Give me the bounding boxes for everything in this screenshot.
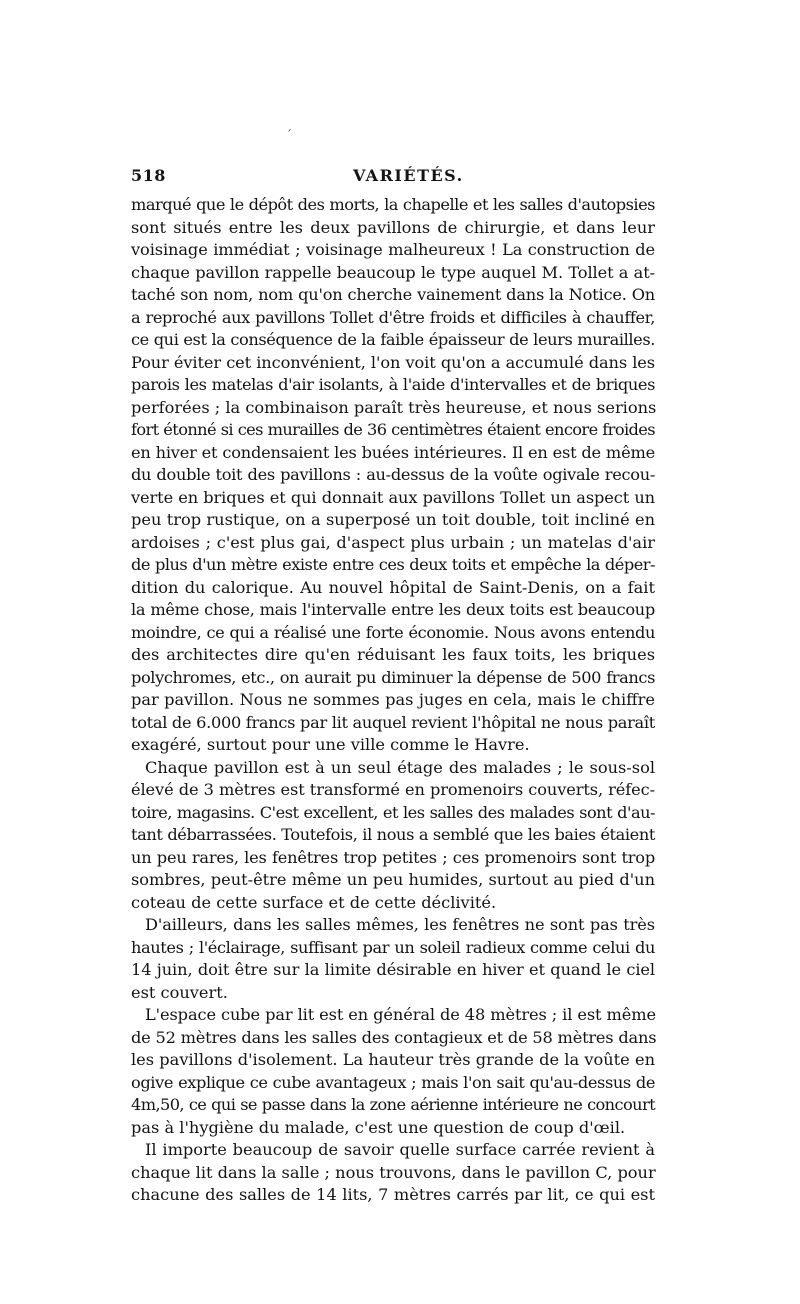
text-line: ce qui est la conséquence de la faible épaisseur de leurs murailles. bbox=[131, 330, 655, 349]
text-line: chacune des salles de 14 lits, 7 mètres carrés par lit, ce qui est bbox=[131, 1185, 655, 1204]
text-line: ardoises ; c'est plus gai, d'aspect plus urbain ; un matelas d'air bbox=[131, 532, 655, 552]
text-line: 4m,50, ce qui se passe dans la zone aérienne intérieure ne concourt bbox=[131, 1095, 655, 1114]
text-line: peu trop rustique, on a superposé un toit double, toit incliné en bbox=[131, 510, 655, 529]
text-line: Chaque pavillon est à un seul étage des malades ; le sous-sol bbox=[145, 757, 655, 777]
text-line: polychromes, etc., on aurait pu diminuer la dépense de 500 francs bbox=[131, 667, 655, 687]
text-line: fort étonné si ces murailles de 36 centimètres étaient encore froides bbox=[131, 420, 655, 439]
text-line: par pavillon. Nous ne sommes pas juges en cela, mais le chiffre bbox=[131, 690, 655, 709]
text-line: de 52 mètres dans les salles des contagieux et de 58 mètres dans bbox=[131, 1027, 657, 1047]
text-line: 14 juin, doit être sur la limite désirable en hiver et quand le ciel bbox=[131, 960, 655, 979]
text-line: D'ailleurs, dans les salles mêmes, les fenêtres ne sont pas très bbox=[145, 915, 655, 934]
text-line: perforées ; la combinaison paraît très heureuse, et nous serions bbox=[131, 397, 657, 417]
text-line: marqué que le dépôt des morts, la chapelle et les salles d'autopsies bbox=[131, 195, 655, 214]
text-line: Il importe beaucoup de savoir quelle surface carrée revient à bbox=[145, 1140, 655, 1159]
text-line: dition du calorique. Au nouvel hôpital de Saint-Denis, on a fait bbox=[131, 577, 655, 597]
page-number: 518 bbox=[131, 166, 166, 185]
text-line: tant débarrassées. Toutefois, il nous a semblé que les baies étaient bbox=[131, 825, 655, 844]
text-line: hautes ; l'éclairage, suffisant par un soleil radieux comme celui du bbox=[131, 937, 655, 957]
text-line: sont situés entre les deux pavillons de chirurgie, et dans leur bbox=[131, 217, 655, 237]
text-line: verte en briques et qui donnait aux pavillons Tollet un aspect un bbox=[131, 487, 655, 507]
text-line: a reproché aux pavillons Tollet d'être froids et difficiles à chauffer, bbox=[131, 307, 655, 327]
text-line: la même chose, mais l'intervalle entre les deux toits est beaucoup bbox=[131, 600, 655, 619]
text-line: les pavillons d'isolement. La hauteur très grande de la voûte en bbox=[131, 1050, 655, 1069]
text-line: total de 6.000 francs par lit auquel revient l'hôpital ne nous paraît bbox=[131, 712, 655, 732]
text-line: un peu rares, les fenêtres trop petites ; ces promenoirs sont trop bbox=[131, 847, 655, 867]
text-line: élevé de 3 mètres est transformé en promenoirs couverts, réfec- bbox=[131, 780, 655, 799]
text-line: des architectes dire qu'en réduisant les faux toits, les briques bbox=[131, 645, 655, 664]
text-line: ogive explique ce cube avantageux ; mais l'on sait qu'au-dessus de bbox=[131, 1072, 655, 1092]
text-line: moindre, ce qui a réalisé une forte économie. Nous avons entendu bbox=[131, 622, 655, 642]
text-line: exagéré, surtout pour une ville comme le Havre. bbox=[131, 735, 530, 754]
body-text bbox=[131, 194, 655, 1207]
text-line: toire, magasins. C'est excellent, et les salles des malades sont d'au- bbox=[131, 802, 655, 822]
text-line: parois les matelas d'air isolants, à l'aide d'intervalles et de briques bbox=[131, 375, 655, 394]
page-header bbox=[131, 166, 655, 188]
text-line: chaque lit dans la salle ; nous trouvons, dans le pavillon C, pour bbox=[131, 1162, 656, 1182]
text-line: L'espace cube par lit est en général de 48 mètres ; il est même bbox=[145, 1005, 656, 1024]
text-line: chaque pavillon rappelle beaucoup le type auquel M. Tollet a at- bbox=[131, 262, 655, 282]
ink-mark: ´ bbox=[286, 128, 292, 142]
text-line: Pour éviter cet inconvénient, l'on voit qu'on a accumulé dans les bbox=[131, 352, 655, 372]
text-line: en hiver et condensaient les buées intérieures. Il en est de même bbox=[131, 442, 655, 462]
text-line: taché son nom, nom qu'on cherche vainement dans la Notice. On bbox=[131, 285, 655, 304]
text-line: du double toit des pavillons : au-dessus de la voûte ogivale recou- bbox=[131, 465, 655, 484]
text-line: coteau de cette surface et de cette déclivité. bbox=[131, 892, 497, 912]
text-line: sombres, peut-être même un peu humides, surtout au pied d'un bbox=[131, 870, 655, 889]
text-line: est couvert. bbox=[131, 982, 228, 1002]
running-head: VARIÉTÉS. bbox=[353, 166, 464, 185]
text-line: pas à l'hygiène du malade, c'est une question de coup d'œil. bbox=[131, 1117, 626, 1137]
text-line: de plus d'un mètre existe entre ces deux toits et empêche la déper- bbox=[131, 555, 655, 574]
text-line: voisinage immédiat ; voisinage malheureux ! La construction de bbox=[131, 240, 655, 259]
